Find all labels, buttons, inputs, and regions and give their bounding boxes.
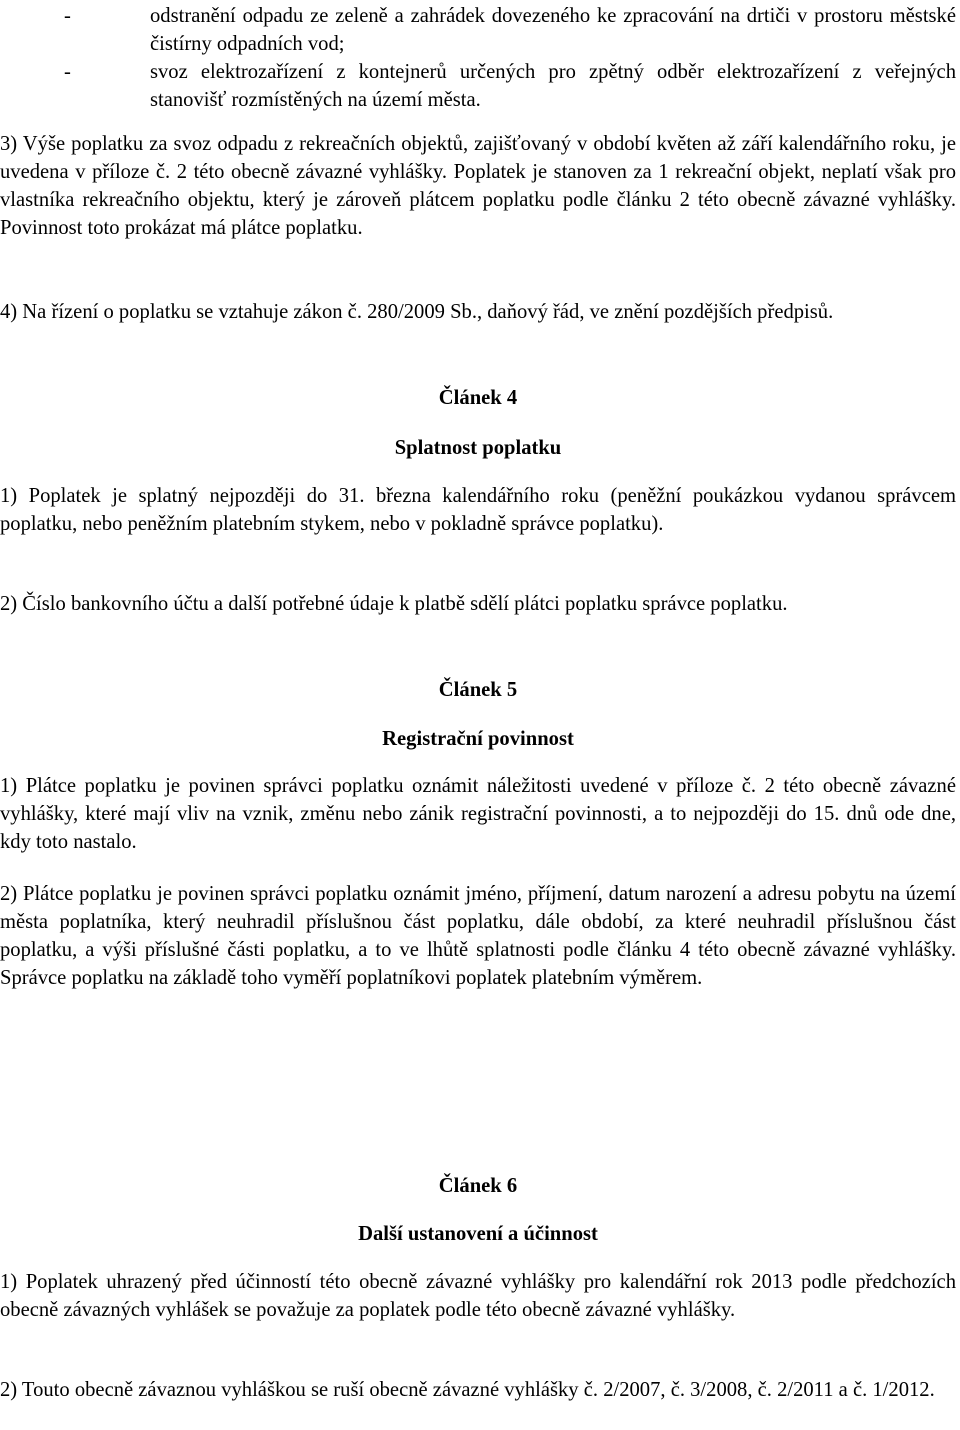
list-item-text: odstranění odpadu ze zeleně a zahrádek dovezeného ke zpracování na drtiči v prostoru městské čistírny odpadních vod; <box>150 5 956 55</box>
paragraph-procedure-law: 4) Na řízení o poplatku se vztahuje zákon č. 280/2009 Sb., daňový řád, ve znění pozdějších předpisů. <box>0 301 834 323</box>
paragraph-prior-payment: 1) Poplatek uhrazený před účinností této obecně závazné vyhlášky pro kalendářní rok 2013 podle předchozích obecně závazných vyhlášek se považuje za poplatek podle této obecně závazné vyhlášky. <box>0 1271 956 1321</box>
article-title: Registrační povinnost <box>382 728 574 750</box>
paragraph-unpaid-notice: 2) Plátce poplatku je povinen správci poplatku oznámit jméno, příjmení, datum narození a adresu pobytu na území města poplatníka, který neuhradil příslušnou část poplatku, dále období, za které neuhradil příslušnou část poplatku, a výši příslušné části poplatku, a to ve lhůtě splatnosti podle článku 4 této obecně závazné vyhlášky. Správce poplatku na základě toho vyměří poplatníkovi poplatek platebním výměrem. <box>0 883 956 989</box>
list-marker: - <box>64 5 71 27</box>
article-number: Článek 6 <box>438 1175 518 1197</box>
paragraph-repeal: 2) Touto obecně závaznou vyhláškou se ruší obecně závazné vyhlášky č. 2/2007, č. 3/2008, č. 2/2011 a č. 1/2012. <box>0 1379 935 1401</box>
list-item-text: svoz elektrozařízení z kontejnerů určených pro zpětný odběr elektrozařízení z veřejných stanovišť rozmístěných na území města. <box>150 61 956 111</box>
paragraph-due-date: 1) Poplatek je splatný nejpozději do 31. března kalendářního roku (peněžní poukázkou vydanou správcem poplatku, nebo peněžním platebním stykem, nebo v pokladně správce poplatku). <box>0 485 956 535</box>
paragraph-fee-recreational: 3) Výše poplatku za svoz odpadu z rekreačních objektů, zajišťovaný v období květen až září kalendářního roku, je uvedena v příloze č. 2 této obecně závazné vyhlášky. Poplatek je stanoven za 1 rekreační objekt, neplatí však pro vlastníka rekreačního objektu, který je zároveň plátcem poplatku podle článku 2 této obecně závazné vyhlášky. Povinnost toto prokázat má plátce poplatku. <box>0 133 956 239</box>
article-number: Článek 4 <box>438 387 518 409</box>
paragraph-registration-notice: 1) Plátce poplatku je povinen správci poplatku oznámit náležitosti uvedené v příloze č. 2 této obecně závazné vyhlášky, které mají vliv na vznik, změnu nebo zánik registrační povinnosti, a to nejpozději do 15. dnů ode dne, kdy toto nastalo. <box>0 775 956 853</box>
article-number: Článek 5 <box>438 679 518 701</box>
article-title: Splatnost poplatku <box>394 437 562 459</box>
paragraph-bank-account: 2) Číslo bankovního účtu a další potřebné údaje k platbě sdělí plátci poplatku správce poplatku. <box>0 593 788 615</box>
list-marker: - <box>64 61 71 83</box>
article-title: Další ustanovení a účinnost <box>358 1223 598 1245</box>
